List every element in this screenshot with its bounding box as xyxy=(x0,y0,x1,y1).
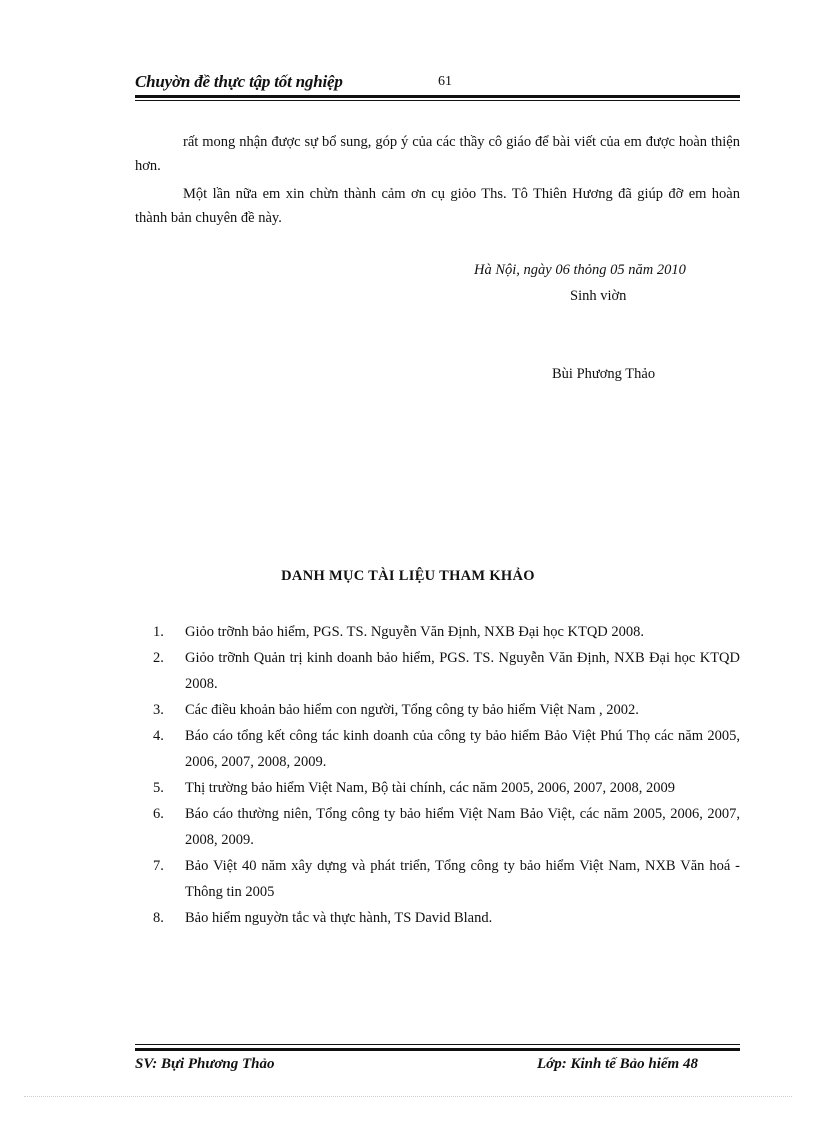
reference-text: Báo cáo thường niên, Tổng công ty bảo hiểm Việt Nam Bảo Việt, các năm 2005, 2006, 2007, 2008, 2009. xyxy=(185,806,740,848)
footer-rule-thick xyxy=(135,1048,740,1051)
paragraph-1-text: rất mong nhận được sự bổ sung, góp ý của các thầy cô giáo để bài viết của em được hoàn thiện hơn. xyxy=(135,134,740,174)
reference-number: 1. xyxy=(153,624,164,640)
reference-item xyxy=(135,645,740,697)
footer-student: SV: Bựi Phương Thảo xyxy=(135,1056,275,1072)
reference-number: 3. xyxy=(153,702,164,718)
reference-text: Các điều khoản bảo hiểm con người, Tổng công ty bảo hiểm Việt Nam , 2002. xyxy=(185,702,639,718)
signature-role: Sinh viờn xyxy=(570,288,627,304)
reference-text: Bảo Việt 40 năm xây dựng và phát triển, Tổng công ty bảo hiểm Việt Nam, NXB Văn hoá - Thông tin 2005 xyxy=(185,858,740,900)
signature-name: Bùi Phương Thảo xyxy=(552,366,656,382)
reference-item xyxy=(135,801,740,853)
reference-text: Thị trường bảo hiểm Việt Nam, Bộ tài chính, các năm 2005, 2006, 2007, 2008, 2009 xyxy=(185,780,675,796)
footer-rule-thin xyxy=(135,1044,740,1045)
reference-item xyxy=(135,775,740,801)
page-bottom-border xyxy=(24,1096,792,1097)
reference-text: Giỏo trỡnh bảo hiểm, PGS. TS. Nguyễn Văn Định, NXB Đại học KTQD 2008. xyxy=(185,624,645,640)
reference-item xyxy=(135,723,740,775)
reference-item xyxy=(135,905,740,931)
header-rule-thin xyxy=(135,100,740,101)
reference-text: Giỏo trỡnh Quản trị kinh doanh bảo hiểm, PGS. TS. Nguyễn Văn Định, NXB Đại học KTQD 2008. xyxy=(185,650,740,692)
reference-text: Báo cáo tổng kết công tác kinh doanh của công ty bảo hiểm Bảo Việt Phú Thọ các năm 2005, 2006, 2007, 2008, 2009. xyxy=(185,728,740,770)
reference-item xyxy=(135,853,740,905)
reference-item xyxy=(135,619,740,645)
paragraph-continuation xyxy=(135,130,740,178)
page-number: 61 xyxy=(438,74,452,89)
reference-number: 8. xyxy=(153,910,164,926)
reference-item xyxy=(135,697,740,723)
reference-number: 5. xyxy=(153,780,164,796)
references-list xyxy=(135,619,740,931)
references-title: DANH MỤC TÀI LIỆU THAM KHẢO xyxy=(281,568,535,584)
reference-number: 6. xyxy=(153,806,164,822)
header-title: Chuyờn đề thực tập tốt nghiệp xyxy=(135,72,343,91)
reference-number: 7. xyxy=(153,858,164,874)
reference-text: Bảo hiểm nguyờn tắc và thực hành, TS David Bland. xyxy=(185,910,493,926)
reference-number: 4. xyxy=(153,728,164,744)
paragraph-thanks: Một lần nữa em xin chừn thành cảm ơn cụ giỏo Ths. Tô Thiên Hương đã giúp đỡ em hoàn thành bản chuyên đề này. xyxy=(135,186,740,226)
header-rule-thick xyxy=(135,95,740,98)
signature-date: Hà Nội, ngày 06 thỏng 05 năm 2010 xyxy=(474,262,686,278)
footer-class: Lớp: Kinh tế Bảo hiểm 48 xyxy=(537,1056,698,1072)
reference-number: 2. xyxy=(153,650,164,666)
